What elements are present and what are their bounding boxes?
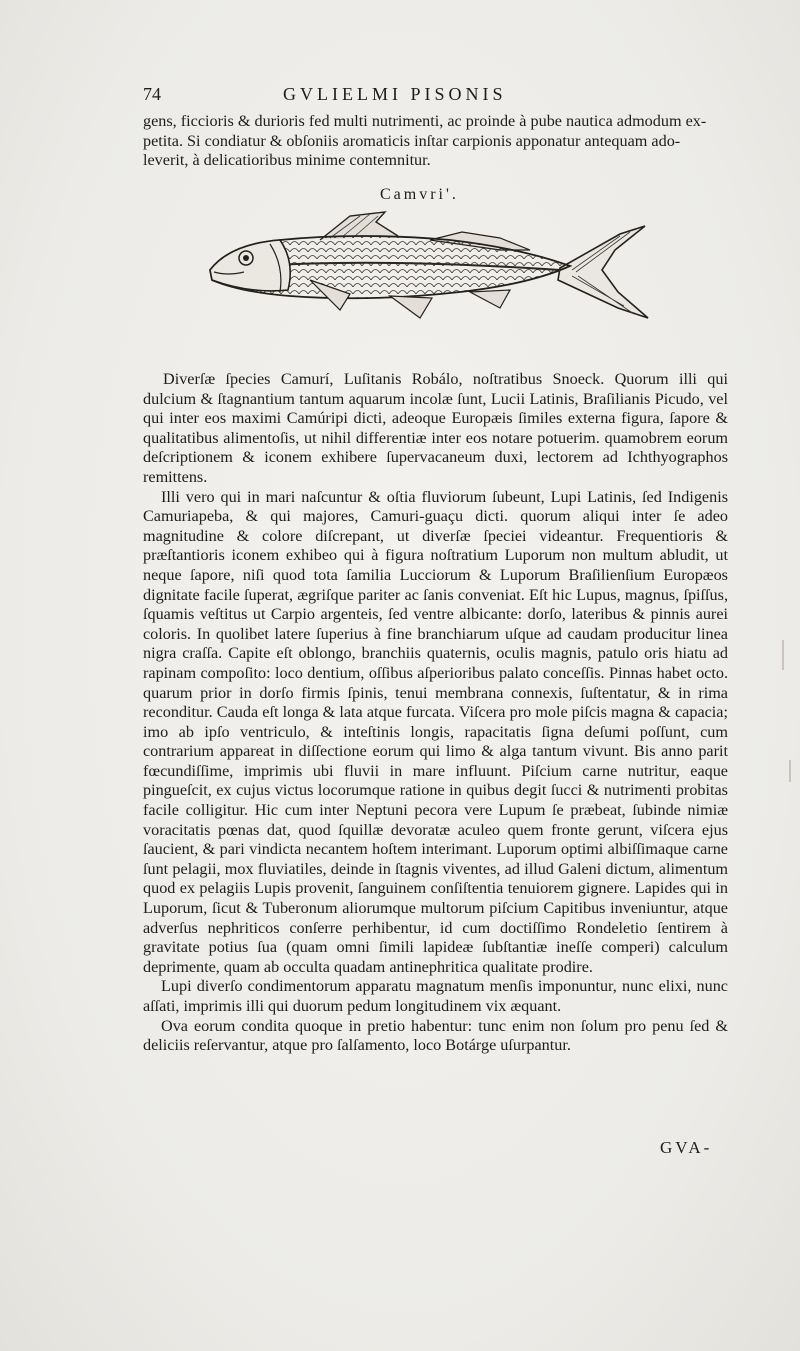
intro-line: gens, ficcioris & durioris fed multi nutrimenti, ac proinde à pube nautica admodum ex-: [143, 112, 707, 130]
body-paragraph: Ova eorum condita quoque in pretio habentur: tunc enim non ſolum pro penu ſed & deliciis reſervantur, atque pro ſalſamento, loco Botárge uſurpantur.: [143, 1016, 728, 1055]
page-edge-mark: [789, 760, 791, 782]
body-paragraph: Diverſæ ſpecies Camurí, Luſitanis Robálo, noſtratibus Snoeck. Quorum illi qui dulcium & ſtagnantium tantum aquarum incolæ ſunt, Lucii Latinis, Braſilianis Picudo, vel qui inter eos maximi Camúripi dicti, adeoque Europæis ſimiles externa figura, ſapore & qualitatibus alimentoſis, ut nihil differentiæ inter eos notare potuerim. quamobrem eorum deſcriptionem & iconem exhibere ſupervacaneum duxi, lectorem ad Ichthyographos remittens.: [143, 370, 728, 486]
fish-illustration: [200, 210, 655, 328]
body-text: [143, 370, 728, 1056]
catchword: GVA-: [660, 1138, 713, 1157]
page-header: [143, 84, 583, 108]
body-paragraph: Illi vero qui in mari naſcuntur & oſtia fluviorum ſubeunt, Lupi Latinis, ſed Indigenis Camuriapeba, & qui majores, Camuri-guaçu dicti. quorum aliqui inter ſe adeo magnitudine & colore diſcrepant, ut diverſæ ſpeciei videantur. Frequentioris & præſtantioris iconem exhibeo qui à figura noſtratium Luporum non multum abludit, ut neque ſapore, niſi quod tota ſamilia Lucciorum & Luporum Braſilienſium Europæos dignitate facile ſuperat, ægriſque pariter ac ſanis conveniat. Eſt hic Lupus, magnus, ſpiſſus, ſquamis veſtitus ut Carpio argenteis, ſed ventre albicante: dorſo, lateribus & pinnis aurei coloris. In quolibet latere ſuperius à fine branchiarum uſque ad caudam producitur linea nigra craſſa. Capite eſt oblongo, branchiis quaternis, oculis magnis, patulo oris hiatu ad rapinam compoſito: loco dentium, oſſibus aſperioribus palato conceſſis. Pinnas habet octo. quarum prior in dorſo firmis ſpinis, tenui membrana connexis, ſuſtentatur, & in rima reconditur. Cauda eſt longa & lata atque furcata. Viſcera pro mole piſcis magna & capacia; imo ab ipſo ventriculo, & inteſtinis longis, rapacitatis ſigna deſumi poſſunt, cum contrarium appareat in diſſectione eorum qui limo & alga tantum vivunt. Bis anno parit fœcundiſſime, imprimis ubi fluvii in mare influunt. Piſcium carne nutritur, eaque pingueſcit, ex cujus victus locorumque ratione in quibus degit ſucci & nutrimenti probitas facile colligitur. Hic cum inter Neptuni pecora vere Lupum ſe præbeat, ſubinde nimiæ voracitatis pœnas dat, quod ſquillæ devoratæ aculeo quem fronte gerunt, viſcera ejus ſaucient, & pari vindicta necantem hoſtem interimant. Luporum optimi albiſſimaque carne ſunt pelagii, mox fluviatiles, deinde in ſtagnis viventes, ad illud Galeni dictum, alimentum quod ex pelagiis Lupis provenit, ſanguinem conſiſtentia tenuiorem gignere. Lapides qui in Luporum, ſicut & Tuberonum aliorumque multorum piſcium Capitibus inveniuntur, atque adverſus nephriticos conſerre perhibentur, id cum doctiſſimo Rondeletio ſentirem à gravitate potius ſua (quam omni ſimili lapideæ ſubſtantiæ ineſſe comperi) calculum deprimente, quam ab occulta quadam antinephritica qualitate prodire.: [143, 487, 728, 976]
section-title: Camvri'.: [380, 186, 459, 203]
page-number: 74: [143, 84, 161, 104]
running-head: GVLIELMI PISONIS: [283, 84, 507, 104]
body-paragraph: Lupi diverſo condimentorum apparatu magnatum menſis imponuntur, nunc elixi, nunc aſſati, imprimis illi qui duorum pedum longitudinem vix æquant.: [143, 977, 728, 1015]
intro-text: [143, 112, 728, 171]
page-edge-mark: [782, 640, 784, 670]
intro-line: petita. Si condiatur & obſoniis aromaticis inſtar carpionis apponatur antequam ado-: [143, 131, 681, 150]
intro-line: leverit, à delicatioribus minime contemnitur.: [143, 151, 431, 170]
